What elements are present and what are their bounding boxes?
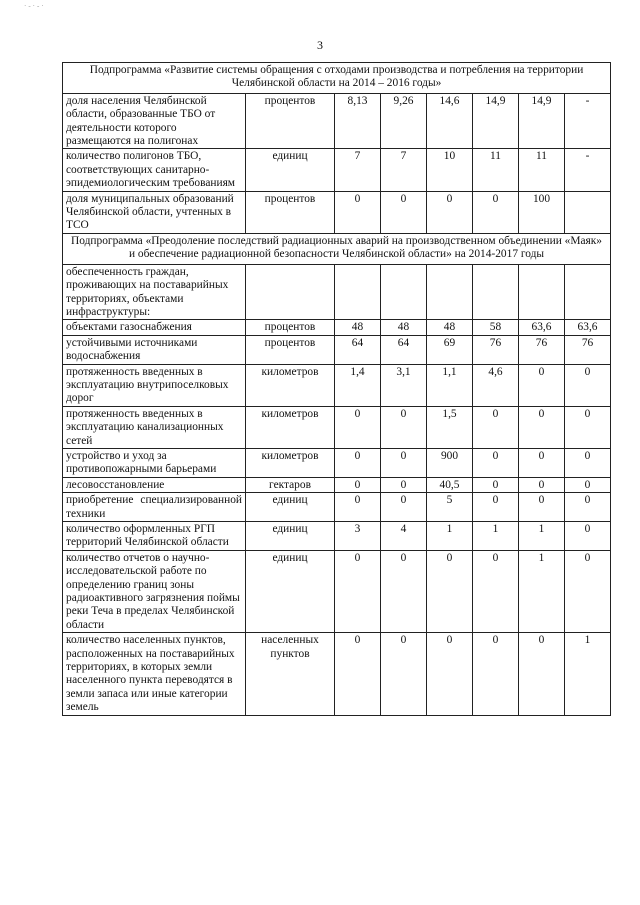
indicator-name: доля муниципальных образований Челябинской области, учтенных в ТСО [63,191,246,233]
indicator-name: устойчивыми источниками водоснабжения [63,335,246,364]
section-header-row [63,233,611,264]
table-row [63,149,611,191]
value-cell: 63,6 [519,320,565,335]
value-cell: 0 [565,522,611,551]
indicator-unit: единиц [246,522,335,551]
value-cell: 0 [473,448,519,477]
value-cell: 0 [335,477,381,492]
value-cell [565,191,611,233]
table-row [63,633,611,715]
indicator-unit: единиц [246,493,335,522]
indicator-unit: процентов [246,93,335,149]
indicator-name: количество оформленных РГП территорий Челябинской области [63,522,246,551]
value-cell: 0 [335,191,381,233]
value-cell: 0 [335,493,381,522]
value-cell: 4,6 [473,364,519,406]
indicator-unit: километров [246,364,335,406]
value-cell [473,264,519,320]
indicator-name: объектами газоснабжения [63,320,246,335]
value-cell: 76 [519,335,565,364]
indicator-unit: процентов [246,191,335,233]
value-cell: 63,6 [565,320,611,335]
value-cell: 11 [473,149,519,191]
value-cell: 1 [519,522,565,551]
value-cell: 0 [427,550,473,632]
value-cell: 0 [427,191,473,233]
indicator-unit: единиц [246,550,335,632]
value-cell: 0 [335,550,381,632]
value-cell: 14,6 [427,93,473,149]
page-number: 3 [317,38,323,52]
value-cell: 1 [427,522,473,551]
value-cell [519,264,565,320]
value-cell: 3,1 [381,364,427,406]
indicator-name: доля населения Челябинской области, образованные ТБО от деятельности которого размещаются на полигонах [63,93,246,149]
value-cell: 48 [381,320,427,335]
value-cell: 14,9 [519,93,565,149]
value-cell: 100 [519,191,565,233]
value-cell: 0 [381,477,427,492]
value-cell: 69 [427,335,473,364]
value-cell [335,264,381,320]
value-cell: 900 [427,448,473,477]
value-cell: 0 [519,477,565,492]
indicator-name: количество полигонов ТБО, соответствующих санитарно-эпидемиологическим требованиям [63,149,246,191]
value-cell: 0 [381,550,427,632]
value-cell: 5 [427,493,473,522]
value-cell: 0 [565,448,611,477]
value-cell: 0 [473,406,519,448]
value-cell: 48 [427,320,473,335]
value-cell: 11 [519,149,565,191]
value-cell: 7 [381,149,427,191]
indicator-unit: единиц [246,149,335,191]
value-cell: 7 [335,149,381,191]
section-header-row [63,63,611,94]
value-cell: 0 [381,493,427,522]
value-cell: 40,5 [427,477,473,492]
table-row [63,550,611,632]
value-cell: 1 [565,633,611,715]
value-cell: 0 [473,633,519,715]
value-cell: 0 [519,364,565,406]
value-cell: 0 [335,406,381,448]
value-cell: 1,1 [427,364,473,406]
value-cell: 64 [381,335,427,364]
value-cell: 0 [519,633,565,715]
value-cell: 0 [519,406,565,448]
indicator-unit: процентов [246,320,335,335]
value-cell: 0 [565,550,611,632]
indicator-unit: населенных пунктов [246,633,335,715]
indicator-name: лесовосстановление [63,477,246,492]
scan-corner-mark: ·-·-· [24,2,46,10]
value-cell: 64 [335,335,381,364]
table-row [63,406,611,448]
indicator-unit [246,264,335,320]
value-cell: 8,13 [335,93,381,149]
value-cell: 76 [473,335,519,364]
table-row [63,93,611,149]
value-cell: 58 [473,320,519,335]
value-cell: 0 [381,191,427,233]
value-cell: 0 [473,493,519,522]
value-cell [565,264,611,320]
indicator-unit: процентов [246,335,335,364]
table-row [63,522,611,551]
value-cell: - [565,149,611,191]
value-cell: 0 [473,550,519,632]
indicator-name: приобретение специализированной техники [63,493,246,522]
value-cell: 0 [335,633,381,715]
value-cell: 48 [335,320,381,335]
value-cell: 4 [381,522,427,551]
indicator-name: количество отчетов о научно-исследовательской работе по определению границ зоны радиоактивного загрязнения поймы реки Теча в пределах Челябинской области [63,550,246,632]
value-cell: 0 [519,493,565,522]
table-row [63,191,611,233]
value-cell: 14,9 [473,93,519,149]
indicator-unit: километров [246,448,335,477]
value-cell: 0 [381,406,427,448]
value-cell: 0 [473,477,519,492]
value-cell: 9,26 [381,93,427,149]
value-cell: 1 [473,522,519,551]
table-row [63,320,611,335]
value-cell [381,264,427,320]
value-cell: 0 [381,448,427,477]
indicator-name: протяженность введенных в эксплуатацию канализационных сетей [63,406,246,448]
table-row [63,364,611,406]
value-cell: 1,5 [427,406,473,448]
section-header: Подпрограмма «Развитие системы обращения с отходами производства и потребления на территории Челябинской области на 2014 – 2016 годы» [63,63,611,94]
value-cell: 0 [427,633,473,715]
value-cell: 0 [381,633,427,715]
value-cell: 0 [335,448,381,477]
indicator-name: устройство и уход за противопожарными барьерами [63,448,246,477]
value-cell: 1 [519,550,565,632]
value-cell: 3 [335,522,381,551]
indicator-name: количество населенных пунктов, расположенных на поставарийных территориях, в которых земли населенного пункта переводятся в земли запаса или иные категории земель [63,633,246,715]
value-cell: 76 [565,335,611,364]
table-row [63,264,611,320]
value-cell: - [565,93,611,149]
table-row [63,335,611,364]
value-cell: 0 [565,364,611,406]
value-cell: 0 [565,493,611,522]
value-cell: 1,4 [335,364,381,406]
value-cell: 10 [427,149,473,191]
indicator-name: обеспеченность граждан, проживающих на поставарийных территориях, объектами инфраструктуры: [63,264,246,320]
value-cell: 0 [473,191,519,233]
table-row [63,448,611,477]
indicator-unit: гектаров [246,477,335,492]
value-cell: 0 [519,448,565,477]
indicator-unit: километров [246,406,335,448]
table-row [63,493,611,522]
indicator-name: протяженность введенных в эксплуатацию внутрипоселковых дорог [63,364,246,406]
value-cell [427,264,473,320]
value-cell: 0 [565,406,611,448]
section-header: Подпрограмма «Преодоление последствий радиационных аварий на производственном объединении «Маяк» и обеспечение радиационной безопасности Челябинской области» на 2014-2017 годы [63,233,611,264]
table-row [63,477,611,492]
indicators-table [62,62,611,716]
value-cell: 0 [565,477,611,492]
